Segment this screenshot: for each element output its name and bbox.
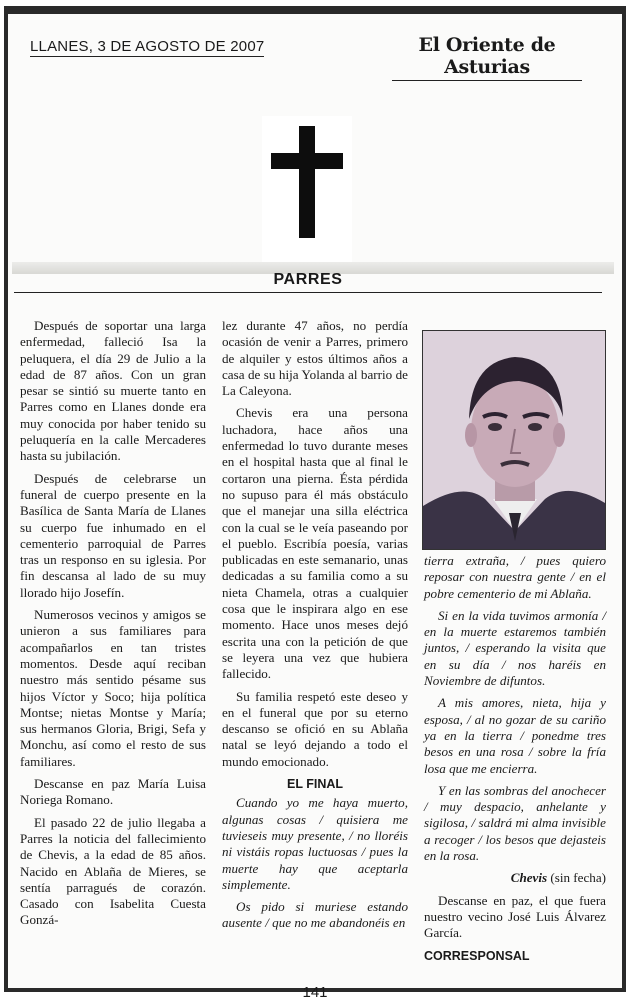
column-1 (20, 318, 206, 935)
paragraph: El pasado 22 de julio llegaba a Parres la noticia del fallecimiento de Chevis, a la edad de 85 años. Nacido en Ablaña de Mieres, se sentía parragués de corazón. Casado con Isabelita Cuesta Gonzá- (20, 814, 206, 928)
poem-title: EL FINAL (286, 777, 344, 792)
portrait-illustration (423, 331, 605, 549)
dateline: LLANES, 3 DE AGOSTO DE 2007 (30, 38, 265, 55)
paragraph: Descanse en paz María Luisa Noriega Romano. (20, 776, 206, 808)
poem-stanza: tierra extraña, / pues quiero reposar con nuestra gente / en el pobre cementerio de mi Ablaña. (424, 553, 606, 601)
closing-paragraph: Descanse en paz, el que fuera nuestro vecino José Luis Álvarez García. (424, 892, 606, 941)
paragraph: Chevis era una persona luchadora, hace años una enfermedad lo tuvo durante meses en el hospital hasta que al final le cortaron una pierna. Ésta pérdida no supuso para él más obstáculo que el manejar una silla eléctrica con la cual se le veía paseando por el pueblo. Escribía poesía, varias publicadas en este semanario, unas dedicadas a su familia como a su nieta Chamela, otras a cualquier cosa que le inspirara algo en ese momento. Hace unos meses dejó escrita una con la petición de que se leyera una vez que hubiera fallecido. (222, 405, 408, 682)
newspaper-masthead: El Oriente de Asturias (392, 34, 582, 81)
portrait-photo (422, 330, 606, 550)
paragraph: Su familia respetó este deseo y en el funeral que por su eterno descanso se ofició en su Ablaña natal se leyó dejando a todo el mundo emocionado. (222, 688, 408, 769)
poem-stanza: Y en las sombras del anochecer / muy despacio, anhelante y sigilosa, / saldrá mi alma invisible a recoger / los besos que dejasteis en la rosa. (424, 782, 606, 864)
byline: CORRESPONSAL (424, 948, 530, 963)
poem-signature (424, 870, 606, 886)
signature-name: Chevis (510, 870, 548, 886)
paragraph: Después de soportar una larga enfermedad, falleció Isa la peluquera, el día 29 de Julio a la edad de 87 años. Con un gran pesar se sintió su muerte tanto en Parres como en Llanes donde era muy conocida por haber tenido su peluquería en la calle Mercaderes hasta su jubilación. (20, 318, 206, 464)
section-title: PARRES (14, 271, 602, 293)
page-number: 141 (302, 984, 328, 1001)
paragraph: lez durante 47 años, no perdía ocasión de venir a Parres, primero de alquiler y estos últimos años a casa de su hija Yolanda al barrio de La Caleyona. (222, 318, 408, 399)
poem-stanza: A mis amores, nieta, hija y esposa, / al no gozar de su cariño ya en la tierra / ponedme tres besos en una rosa / sobre la fría losa que me encierra. (424, 695, 606, 776)
cross-icon (262, 116, 352, 266)
column-2 (222, 318, 408, 938)
poem-stanza: Si en la vida tuvimos armonía / en la muerte estaremos también juntos, / esperando la visita que en su día / nos haréis en Noviembre de difuntos. (424, 607, 606, 689)
paragraph: Numerosos vecinos y amigos se unieron a sus familiares para acompañarlos en tan tristes momentos. Desde aquí reciban nuestro más sentido pésame sus hijos Víctor y Soco; hija política Montse; nietas Montse y María; sus hermanos Gloria, Brigi, Sefa y Monchu, así como el resto de sus familiares. (20, 607, 206, 769)
paragraph: Después de celebrarse un funeral de cuerpo presente en la Basílica de Santa María de Llanes su cuerpo fue inhumado en el cementerio parroquial de Parres tras un responso en su iglesia. Por fin descansa al lado de su muy llorado hijo Josefín. (20, 470, 206, 600)
column-3 (424, 553, 606, 970)
poem-stanza: Os pido si muriese estando ausente / que no me abandonéis en (222, 899, 408, 931)
poem-stanza: Cuando yo me haya muerto, algunas cosas / quisiera me tuvieseis muy presente, / no lloréis ni vistáis ropas luctuosas / pues la muerte hay que aceptarla simplemente. (222, 795, 408, 892)
signature-note: (sin fecha) (550, 870, 606, 886)
